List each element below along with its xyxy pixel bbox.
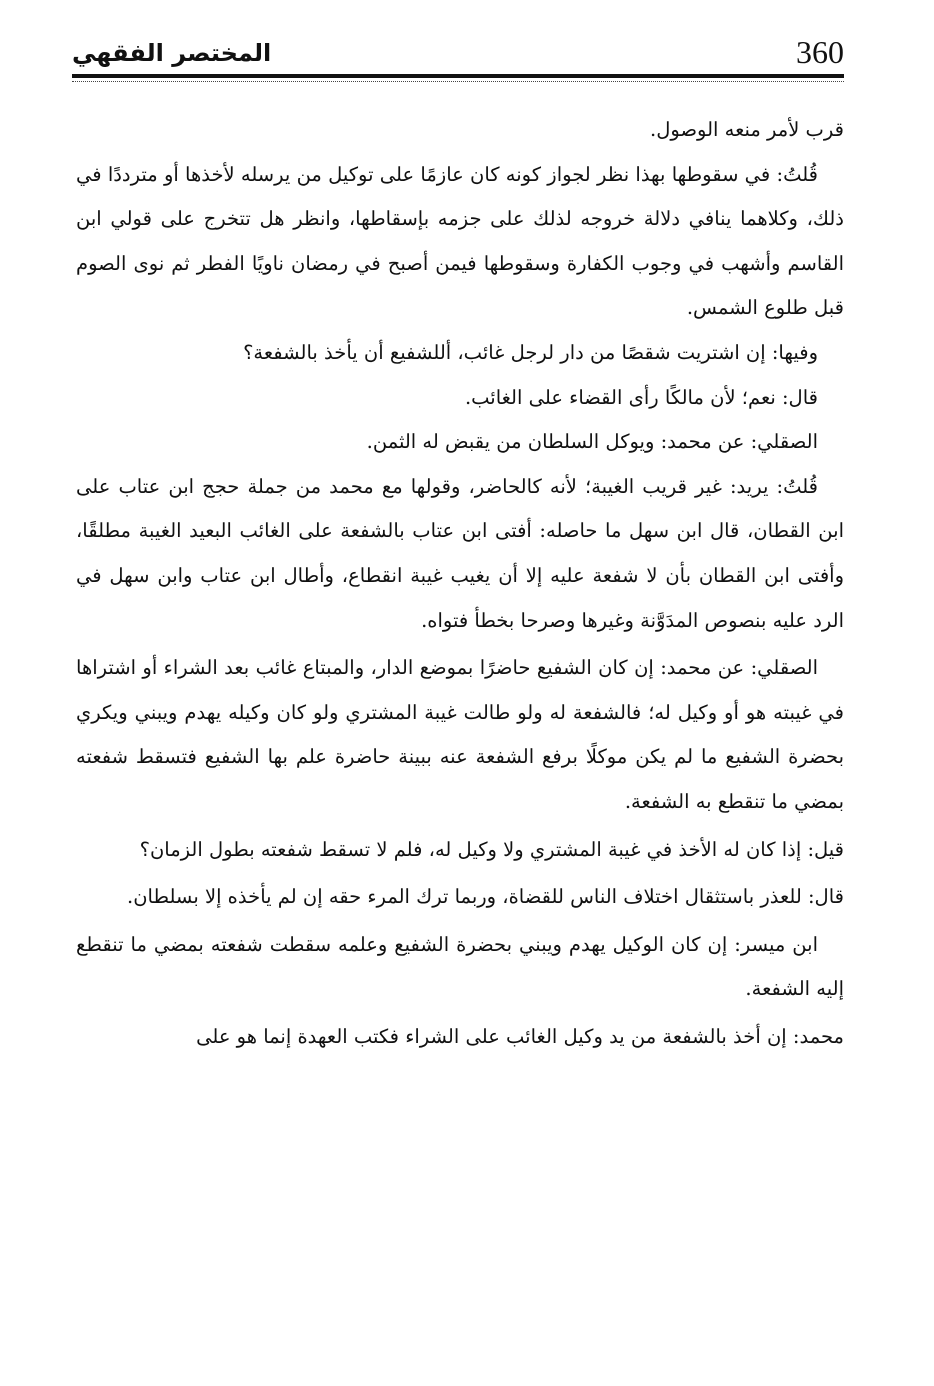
paragraph-4: قال: نعم؛ لأن مالكًا رأى القضاء على الغائب. — [464, 385, 818, 409]
page-body — [76, 108, 844, 1059]
header-rule-dotted — [72, 81, 844, 83]
book-title: المختصر الفقهي — [72, 39, 272, 67]
paragraph-1: قرب لأمر منعه الوصول. — [650, 118, 844, 141]
paragraph-5: الصقلي: عن محمد: ويوكل السلطان من يقبض له الثمن. — [366, 430, 818, 454]
page-number: 360 — [796, 34, 844, 70]
paragraph-9: قال: للعذر باستثقال اختلاف الناس للقضاة، وربما ترك المرء حقه إن لم يأخذه إلا بسلطان. — [127, 885, 844, 909]
paragraph-11: محمد: إن أخذ بالشفعة من يد وكيل الغائب على الشراء فكتب العهدة إنما هو على — [196, 1024, 844, 1048]
paragraph-6: قُلتُ: يريد: غير قريب الغيبة؛ لأنه كالحاضر، وقولها مع محمد من جملة حجج ابن عتاب على ابن القطان، قال ابن سهل ما حاصله: أفتى ابن عتاب بالشفعة على الغائب البعيد الغيبة مطلقًا، وأفتى ابن القطان بأن لا شفعة عليه إلا أن يغيب غيبة انقطاع، وأطال ابن عتاب وابن سهل في الرد عليه بنصوص المدَوَّنة وغيرها وصرحا بخطأ فتواه. — [76, 474, 844, 632]
header-rule — [72, 74, 844, 78]
paragraph-10: ابن ميسر: إن كان الوكيل يهدم ويبني بحضرة الشفيع وعلمه سقطت شفعته بمضي ما تنقطع إليه الشفعة. — [76, 932, 844, 1001]
paragraph-2: قُلتُ: في سقوطها بهذا نظر لجواز كونه كان عازمًا على توكيل من يرسله لأخذها أو مترددًا في ذلك، وكلاهما ينافي دلالة خروجه لذلك على جزمه بإسقاطها، وانظر هل تتخرج على قولي ابن القاسم وأشهب في وجوب الكفارة وسقوطها فيمن أصبح في رمضان ناويًا الفطر ثم نوى الصوم قبل طلوع الشمس. — [76, 162, 844, 320]
page-header — [72, 26, 844, 82]
paragraph-3: وفيها: إن اشتريت شقصًا من دار لرجل غائب، أللشفيع أن يأخذ بالشفعة؟ — [243, 340, 818, 364]
paragraph-8: قيل: إذا كان له الأخذ في غيبة المشتري ولا وكيل له، فلم لا تسقط شفعته بطول الزمان؟ — [139, 837, 844, 861]
paragraph-7: الصقلي: عن محمد: إن كان الشفيع حاضرًا بموضع الدار، والمبتاع غائب بعد الشراء أو اشتراها في غيبته هو أو وكيل له؛ فالشفعة له ولو طالت غيبة المشتري ولو كان وكيله يهدم ويبني ويكري بحضرة الشفيع ما لم يكن موكلًا برفع الشفعة عنه ببينة حاضرة علم بها الشفيع فتسقط شفعته بمضي ما تنقطع به الشفعة. — [76, 656, 844, 813]
